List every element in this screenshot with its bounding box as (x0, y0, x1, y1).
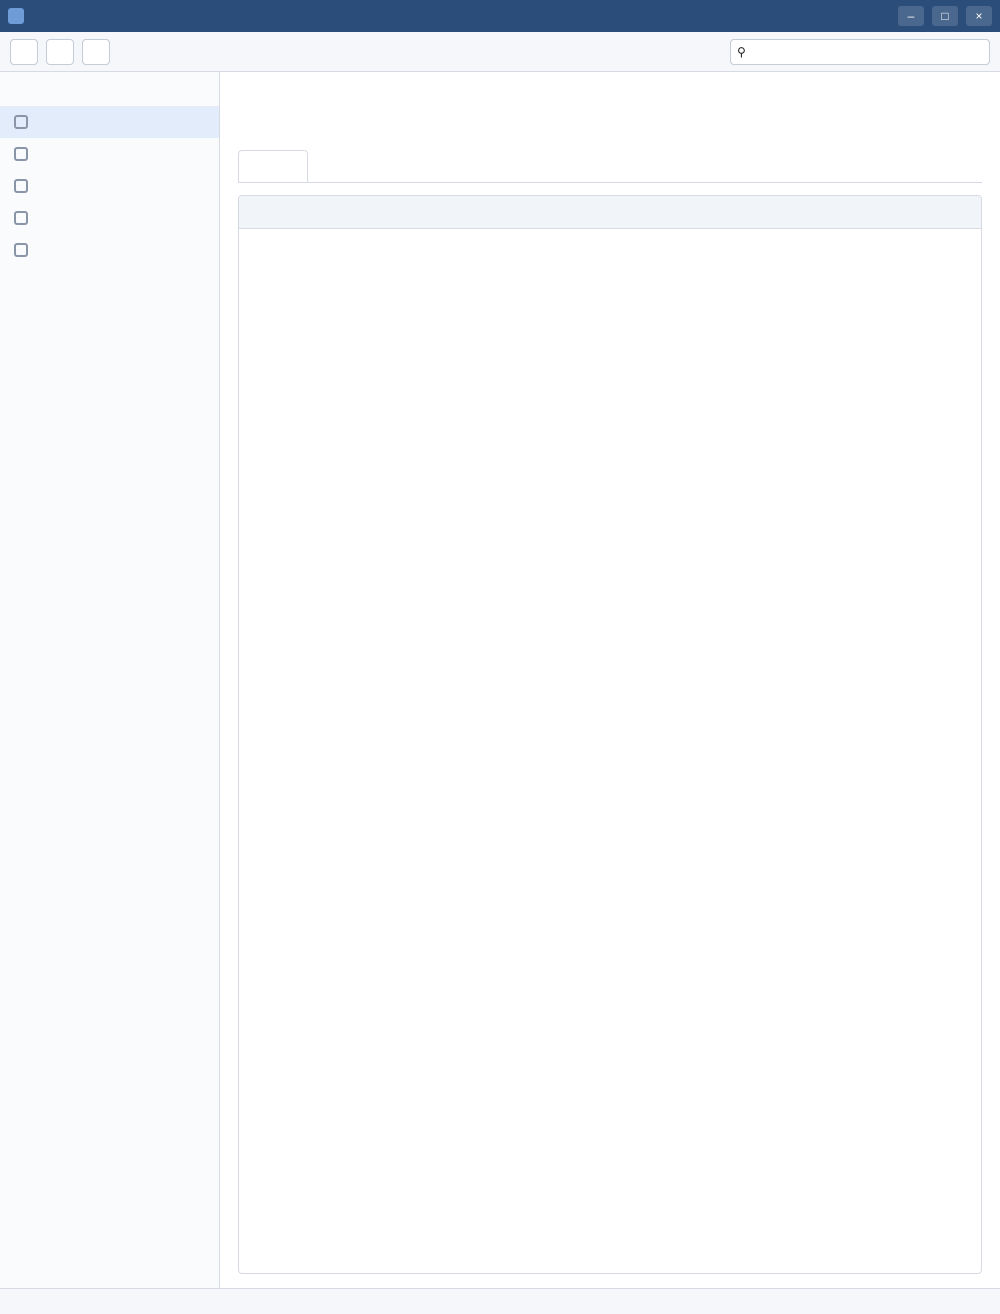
search-box (730, 39, 990, 65)
folder-icon (14, 243, 28, 257)
content-panel (238, 195, 982, 1274)
status-bar (0, 1288, 1000, 1314)
column-header[interactable] (239, 196, 425, 228)
new-button[interactable] (82, 39, 110, 65)
app-body (0, 72, 1000, 1288)
folder-icon (14, 115, 28, 129)
folder-icon (14, 147, 28, 161)
tab-3[interactable] (386, 150, 456, 182)
sidebar-heading (0, 82, 219, 106)
empty-state-text (239, 229, 981, 309)
back-button[interactable] (10, 39, 38, 65)
column-header[interactable] (796, 196, 982, 228)
column-header[interactable] (610, 196, 796, 228)
search-icon: ⚲ (737, 44, 746, 59)
column-header[interactable] (425, 196, 611, 228)
table-header-row (239, 196, 981, 228)
toolbar (0, 32, 1000, 72)
forward-button[interactable] (46, 39, 74, 65)
sidebar-item-1[interactable] (0, 106, 219, 138)
folder-icon (14, 211, 28, 225)
maximize-button[interactable]: □ (932, 6, 958, 26)
page-title (238, 112, 982, 138)
tab-2[interactable] (312, 150, 382, 182)
tab-bar (238, 150, 982, 183)
main-content (220, 72, 1000, 1288)
sidebar (0, 72, 220, 1288)
sidebar-item-3[interactable] (0, 170, 219, 202)
breadcrumb (238, 86, 982, 100)
data-table (239, 196, 981, 229)
search-input[interactable] (752, 45, 983, 59)
tab-1[interactable] (238, 150, 308, 182)
sidebar-item-2[interactable] (0, 138, 219, 170)
sidebar-item-4[interactable] (0, 202, 219, 234)
close-button[interactable]: × (966, 6, 992, 26)
sidebar-item-5[interactable] (0, 234, 219, 266)
app-icon (8, 8, 24, 24)
minimize-button[interactable]: – (898, 6, 924, 26)
title-bar (0, 0, 1000, 32)
folder-icon (14, 179, 28, 193)
